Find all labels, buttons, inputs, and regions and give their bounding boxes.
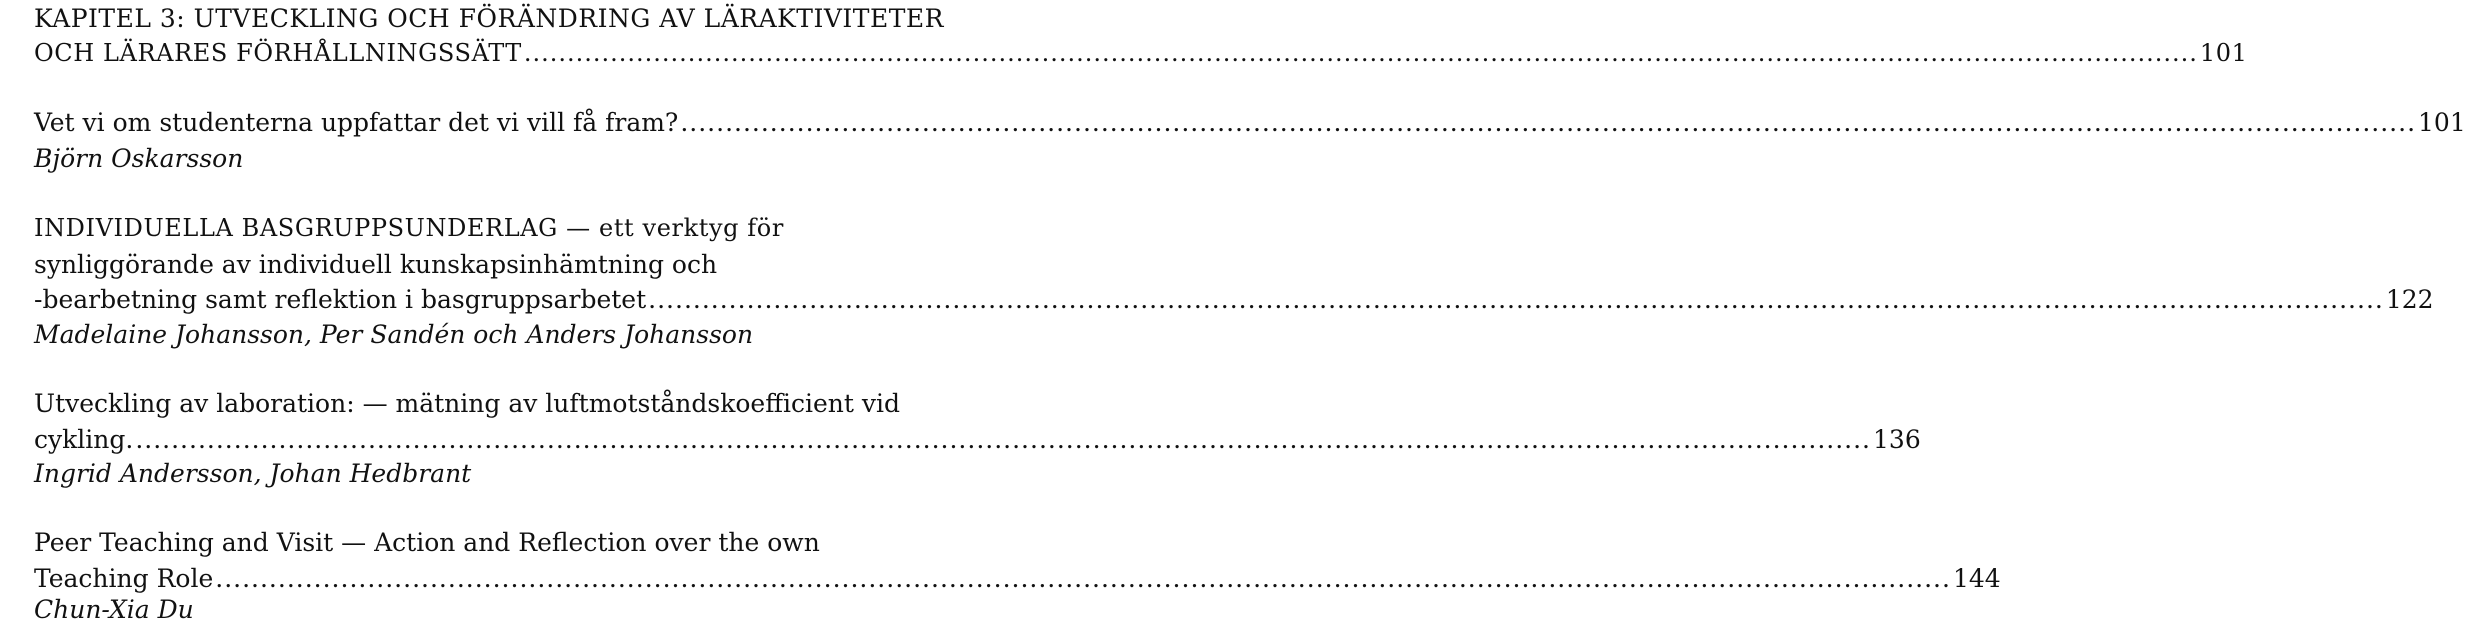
page-number: 122 — [2385, 285, 2434, 314]
entry-title-line: Utveckling av laboration: — mätning av luftmotståndskoefficient vid — [34, 389, 900, 418]
entry-authors: Ingrid Andersson, Johan Hedbrant — [34, 459, 472, 488]
entry-authors: Björn Oskarsson — [34, 144, 244, 173]
entry-title: Teaching Role — [34, 564, 214, 593]
dot-leader: .................................................................................................................................................................................................. — [523, 39, 2198, 67]
toc-entry-4[interactable] — [34, 564, 2001, 594]
entry-title-line: synliggörande av individuell kunskapsinhämtning och — [34, 250, 718, 279]
entry-authors: Madelaine Johansson, Per Sandén och Anders Johansson — [34, 320, 754, 349]
entry-title-line: Peer Teaching and Visit — Action and Reflection over the own — [34, 528, 820, 557]
entry-authors: Chun-Xia Du — [34, 595, 194, 624]
entry-title: -bearbetning samt reflektion i basgruppsarbetet — [34, 285, 647, 314]
toc-entry-1[interactable] — [34, 108, 2466, 138]
entry-title-line — [34, 213, 784, 243]
toc-entry-3[interactable] — [34, 425, 1921, 455]
chapter-heading-line-2: OCH LÄRARES FÖRHÅLLNINGSSÄTT — [34, 39, 522, 67]
toc-entry-chapter[interactable] — [34, 38, 2248, 68]
toc-entry-2[interactable] — [34, 285, 2434, 315]
page-number: 101 — [2199, 39, 2248, 67]
page-number: 136 — [1873, 425, 1921, 454]
page-number: 144 — [1952, 564, 2001, 593]
entry-title: cykling. — [34, 425, 134, 454]
page-number: 101 — [2418, 108, 2466, 137]
dot-leader: .................................................................................................................................................................................................. — [215, 564, 1951, 593]
entry-title: Vet vi om studenterna uppfattar det vi vill få fram? — [34, 108, 679, 137]
dot-leader: .................................................................................................................................................................................................. — [135, 425, 1872, 454]
dot-leader: .................................................................................................................................................................................................. — [648, 285, 2384, 314]
entry-title: INDIVIDUELLA BASGRUPPSUNDERLAG — ett verktyg för — [34, 214, 784, 242]
dot-leader: .................................................................................................................................................................................................. — [680, 108, 2417, 137]
chapter-heading-line-1: KAPITEL 3: UTVECKLING OCH FÖRÄNDRING AV LÄRAKTIVITETER — [34, 4, 944, 33]
